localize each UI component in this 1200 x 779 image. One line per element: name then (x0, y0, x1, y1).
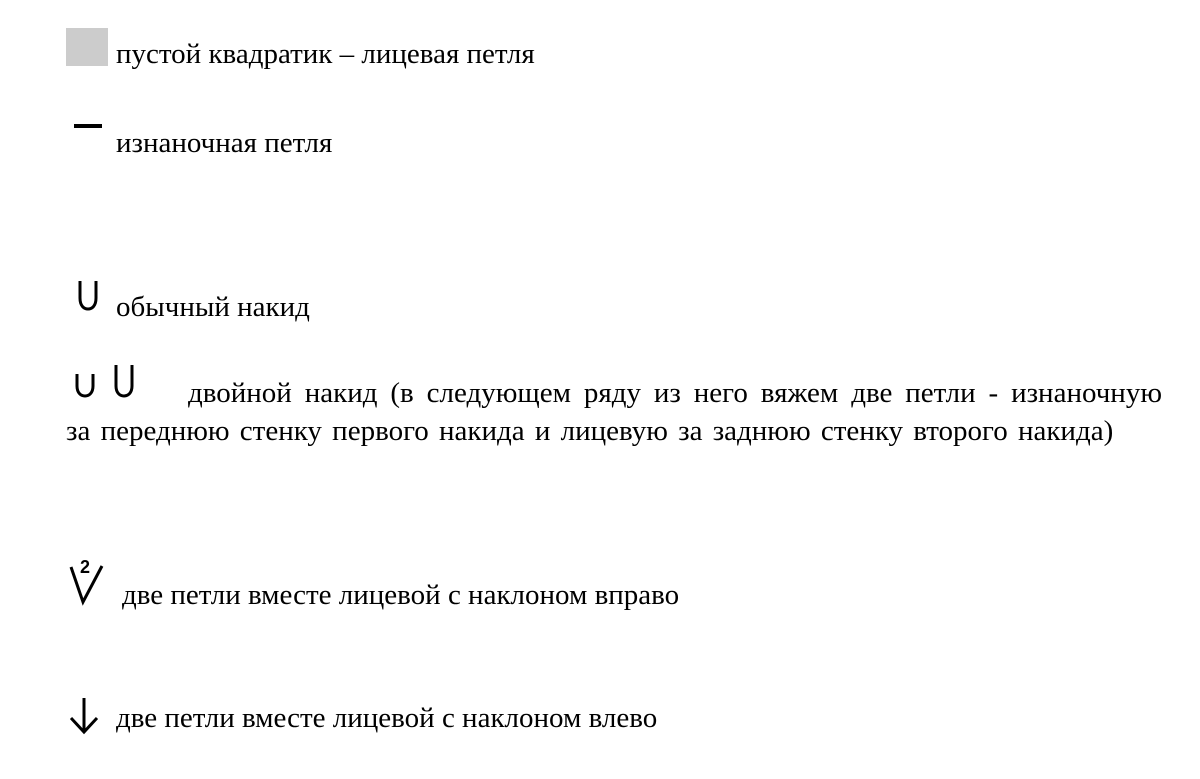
legend-item-text: две петли вместе лицевой с наклоном влево (116, 702, 658, 734)
dash-icon (74, 122, 102, 130)
legend-item-text: двойной накид (в следующем ряду из него вяжем две петли - изнаночную за переднюю стенку первого накида и лицевую за заднюю стенку второго накида) (66, 377, 1162, 447)
two-stitches-right-label: 2 (80, 557, 91, 577)
legend-item-text: две петли вместе лицевой с наклоном вправо (122, 579, 680, 611)
legend-item-text: обычный накид (116, 291, 310, 323)
two-stitches-left-icon (68, 698, 100, 736)
empty-square-icon (66, 28, 108, 66)
yarn-over-icon (78, 281, 98, 311)
legend-item-text: изнаночная петля (116, 127, 333, 159)
legend-item-text: пустой квадратик – лицевая петля (116, 38, 535, 70)
